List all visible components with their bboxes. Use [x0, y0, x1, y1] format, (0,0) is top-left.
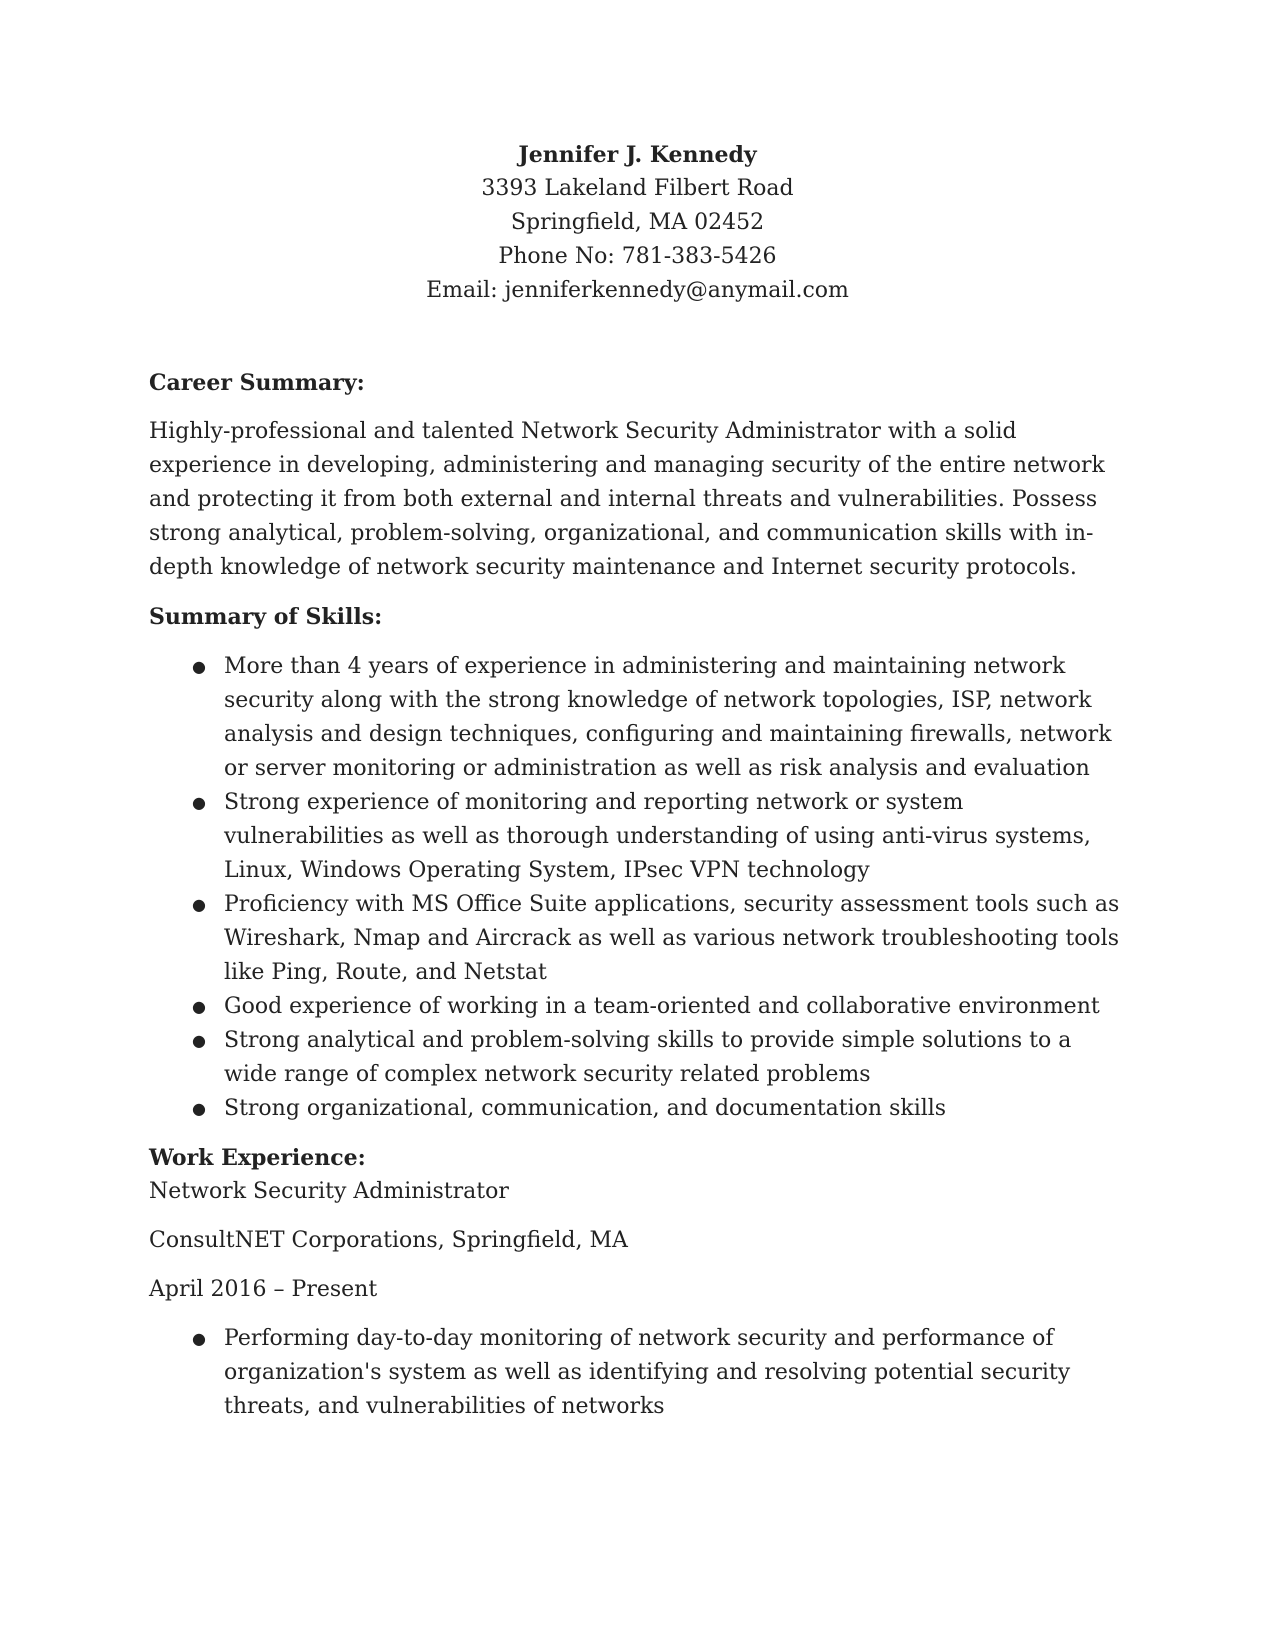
contact-header [0, 138, 1275, 308]
list-item [149, 1092, 1129, 1126]
list-item [149, 1322, 1129, 1424]
address-line-2: Springfield, MA 02452 [510, 210, 765, 235]
career-summary-heading: Career Summary: [149, 370, 365, 396]
skill-text: Proficiency with MS Office Suite applications, security assessment tools such as Wireshark, Nmap and Aircrack as well as various network troubleshooting tools like Ping, Route, and Netstat [224, 892, 1120, 985]
skill-text: More than 4 years of experience in administering and maintaining network security along with the strong knowledge of network topologies, ISP, network analysis and design techniques, configuring and maintaining firewalls, network or server monitoring or administration as well as risk analysis and evaluation [224, 654, 1112, 781]
resume-body [149, 366, 1129, 1424]
skill-text: Strong analytical and problem-solving skills to provide simple solutions to a wide range of complex network security related problems [224, 1028, 1072, 1087]
address-line-1: 3393 Lakeland Filbert Road [481, 176, 794, 201]
bullet-icon: ● [192, 657, 206, 676]
list-item [149, 1024, 1129, 1092]
skill-text: Strong experience of monitoring and reporting network or system vulnerabilities as well as thorough understanding of using anti-virus systems, Linux, Windows Operating System, IPsec VPN technology [224, 790, 1091, 883]
bullet-icon: ● [192, 1099, 206, 1118]
list-item [149, 990, 1129, 1024]
skill-text: Strong organizational, communication, and documentation skills [224, 1096, 947, 1121]
list-item [149, 650, 1129, 786]
company-name: ConsultNET Corporations, Springfield, MA [149, 1228, 628, 1253]
career-summary-text: Highly-professional and talented Network Security Administrator with a solid experience in developing, administering and managing security of the entire network and protecting it from both external and internal threats and vulnerabilities. Possess strong analytical, problem-solving, organizational, and communication skills with in-depth knowledge of network security maintenance and Internet security protocols. [149, 419, 1105, 580]
phone-number: Phone No: 781-383-5426 [498, 244, 777, 269]
work-duties-list [149, 1322, 1129, 1424]
bullet-icon: ● [192, 895, 206, 914]
list-item [149, 888, 1129, 990]
bullet-icon: ● [192, 793, 206, 812]
employment-dates: April 2016 – Present [149, 1277, 378, 1302]
work-experience-heading: Work Experience: [149, 1145, 366, 1171]
bullet-icon: ● [192, 997, 206, 1016]
email-address: Email: jenniferkennedy@anymail.com [426, 278, 849, 303]
list-item [149, 786, 1129, 888]
bullet-icon: ● [192, 1329, 206, 1348]
skill-text: Good experience of working in a team-oriented and collaborative environment [224, 994, 1100, 1019]
skills-heading: Summary of Skills: [149, 604, 383, 630]
candidate-name: Jennifer J. Kennedy [518, 142, 757, 168]
duty-text: Performing day-to-day monitoring of network security and performance of organization's system as well as identifying and resolving potential security threats, and vulnerabilities of networks [224, 1326, 1071, 1419]
job-title: Network Security Administrator [149, 1179, 509, 1204]
skills-list [149, 650, 1129, 1126]
bullet-icon: ● [192, 1031, 206, 1050]
